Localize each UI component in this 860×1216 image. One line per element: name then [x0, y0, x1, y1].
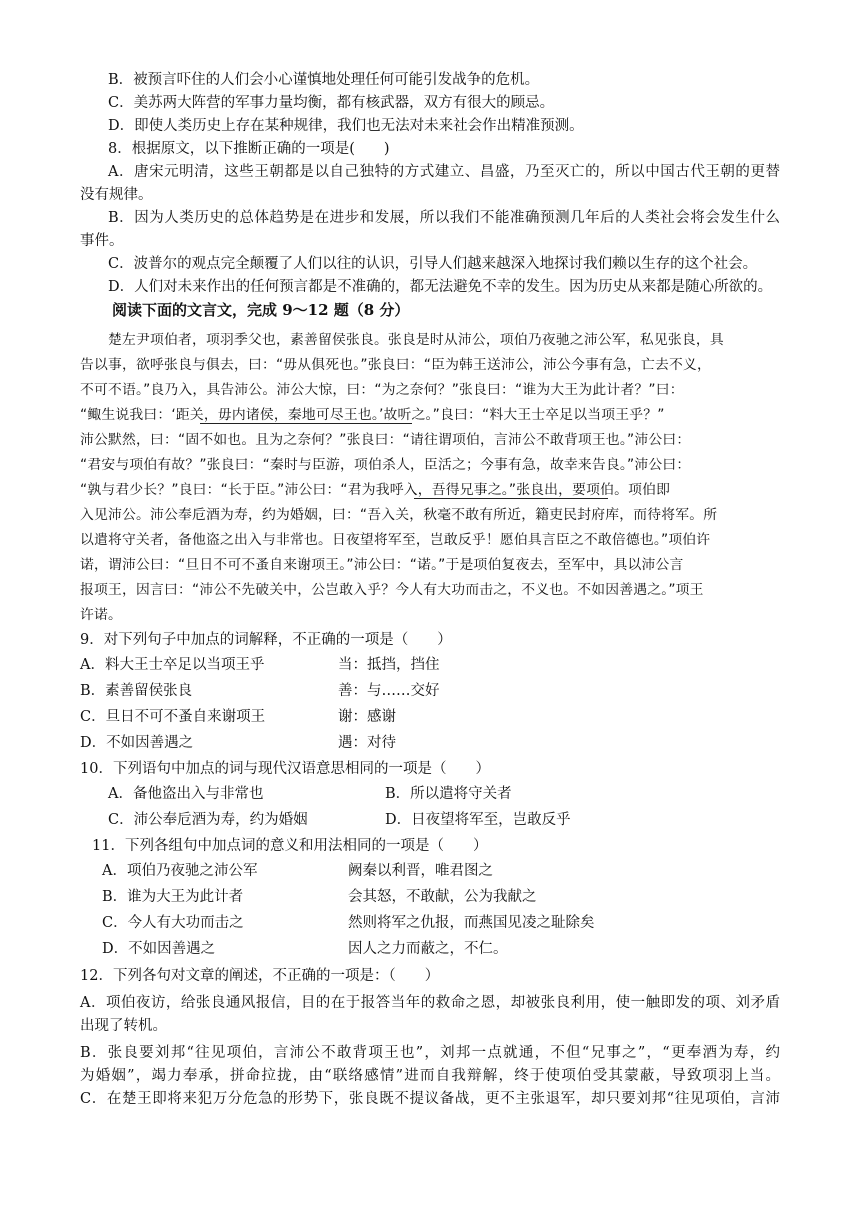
q9-sentence-c: C．旦日不可不蚤自来谢项王 [80, 709, 266, 725]
q9-sentence-a: A．料大王士卒足以当项王乎 [80, 657, 265, 673]
q12-stem: 12．下列各句对文章的阐述，不正确的一项是：（ ） [80, 968, 440, 984]
passage-line: “君安与项伯有故？”张良曰：“秦时与臣游，项伯杀人，臣活之；今事有急，故幸来告良。”沛公曰： [80, 457, 691, 473]
q7-option-b: B．被预言吓住的人们会小心谨慎地处理任何可能引发战争的危机。 [108, 72, 540, 88]
q11-left-a: A．项伯乃夜驰之沛公军 [102, 863, 258, 879]
q9-stem: 9．对下列句子中加点的词解释，不正确的一项是（ ） [80, 632, 452, 648]
q11-right-a: 阙秦以利晋，唯君图之 [348, 863, 493, 879]
passage-underline [414, 498, 608, 499]
q12-option-b-line2: 为婚姻”，竭力奉承，拼命拉拢，由“联络感情”进而自我辩解，终于使项伯受其蒙蔽，导致项羽上当。 [80, 1068, 780, 1084]
q12-option-c-line1: C．在楚王即将来犯万分危急的形势下，张良既不提议备战，更不主张退军，却只要刘邦“往见项伯，言沛 [80, 1091, 780, 1107]
passage-line: 入见沛公。沛公奉卮酒为寿，约为婚姻，曰：“吾入关，秋毫不敢有所近，籍吏民封府库，而待将军。所 [80, 507, 718, 523]
q10-option-c: C．沛公奉卮酒为寿，约为婚姻 [108, 812, 308, 828]
q7-option-d: D．即使人类历史上存在某种规律，我们也无法对未来社会作出精准预测。 [108, 118, 584, 134]
q8-stem: 8．根据原文，以下推断正确的一项是( ) [108, 141, 390, 157]
q9-meaning-b: 善：与……交好 [338, 683, 440, 699]
q12-option-a-line2: 出现了转机。 [80, 1018, 167, 1034]
passage-underline [200, 423, 412, 424]
passage-line: 以遣将守关者，备他盗之出入与非常也。日夜望将军至，岂敢反乎！愿伯具言臣之不敢倍德也。”项伯许 [80, 532, 711, 548]
q10-option-d: D．日夜望将军至，岂敢反乎 [385, 812, 571, 828]
q11-left-c: C．今人有大功而击之 [102, 915, 244, 931]
q11-right-c: 然则将军之仇报，而燕国见凌之耻除矣 [348, 915, 595, 931]
q10-option-a: A．备他盗出入与非常也 [108, 786, 264, 802]
q10-option-b: B．所以遣将守关者 [385, 786, 512, 802]
q9-meaning-c: 谢：感谢 [338, 709, 396, 725]
q7-option-c: C．美苏两大阵营的军事力量均衡，都有核武器，双方有很大的顾忌。 [108, 95, 555, 111]
q8-option-a-line2: 没有规律。 [80, 187, 153, 203]
q9-sentence-b: B．素善留侯张良 [80, 683, 193, 699]
q12-option-b-line1: B．张良要刘邦“往见项伯，言沛公不敢背项王也”，刘邦一点就通，不但“兄事之”，“更奉酒为寿，约 [80, 1045, 780, 1061]
q11-left-b: B．谁为大王为此计者 [102, 889, 244, 905]
q8-option-d: D．人们对未来作出的任何预言都是不准确的，都无法避免不幸的发生。因为历史从来都是随心所欲的。 [108, 279, 773, 295]
q11-left-d: D．不如因善遇之 [102, 941, 216, 957]
q11-stem: 11．下列各组句中加点词的意义和用法相同的一项是（ ） [92, 838, 488, 854]
q9-meaning-a: 当：抵挡，挡住 [338, 657, 440, 673]
q8-option-b-line1: B．因为人类历史的总体趋势是在进步和发展，所以我们不能准确预测几年后的人类社会将会发生什么 [108, 210, 780, 226]
q12-option-a-line1: A．项伯夜访，给张良通风报信，目的在于报答当年的救命之恩，却被张良利用，使一触即发的项、刘矛盾 [80, 995, 780, 1011]
q8-option-a-line1: A．唐宋元明清，这些王朝都是以自己独特的方式建立、昌盛，乃至灭亡的，所以中国古代王朝的更替 [108, 164, 780, 180]
q8-option-c: C．波普尔的观点完全颠覆了人们以往的认识，引导人们越来越深入地探讨我们赖以生存的这个社会。 [108, 256, 758, 272]
passage-line: 沛公默然，曰：“固不如也。且为之奈何？”张良曰：“请往谓项伯，言沛公不敢背项王也。”沛公曰： [80, 432, 691, 448]
q10-stem: 10．下列语句中加点的词与现代汉语意思相同的一项是（ ） [80, 761, 490, 777]
q9-meaning-d: 遇：对待 [338, 735, 396, 751]
passage-line: 报项王，因言曰：“沛公不先破关中，公岂敢入乎？今人有大功而击之，不义也。不如因善遇之。”项王 [80, 582, 704, 598]
passage-line: 告以事，欲呼张良与俱去，曰：“毋从俱死也。”张良曰：“臣为韩王送沛公，沛公今事有急，亡去不义， [80, 357, 712, 373]
q9-sentence-d: D．不如因善遇之 [80, 735, 194, 751]
q11-right-d: 因人之力而蔽之，不仁。 [348, 941, 508, 957]
passage-line: 诺，谓沛公曰：“旦日不可不蚤自来谢项王。”沛公曰：“诺。”于是项伯复夜去，至军中，具以沛公言 [80, 557, 684, 573]
q8-option-b-line2: 事件。 [80, 233, 124, 249]
passage-line: “孰与君少长？”良曰：“长于臣。”沛公曰：“君为我呼入，吾得兄事之。”张良出，要项伯。项伯即 [80, 482, 671, 498]
passage-line: “鲰生说我曰：‘距关，毋内诸侯，秦地可尽王也。’故听之。”良曰：“料大王士卒足以当项王乎？” [80, 407, 665, 423]
passage-line: 楚左尹项伯者，项羽季父也，素善留侯张良。张良是时从沛公，项伯乃夜驰之沛公军，私见张良，具 [108, 332, 724, 348]
q11-right-b: 会其怒，不敢献，公为我献之 [348, 889, 537, 905]
passage-line: 许诺。 [80, 607, 122, 623]
passage-line: 不可不语。”良乃入，具告沛公。沛公大惊，曰：“为之奈何？”张良曰：“谁为大王为此计者？”曰： [80, 382, 684, 398]
section-heading: 阅读下面的文言文，完成 9～12 题（8 分） [112, 301, 410, 319]
